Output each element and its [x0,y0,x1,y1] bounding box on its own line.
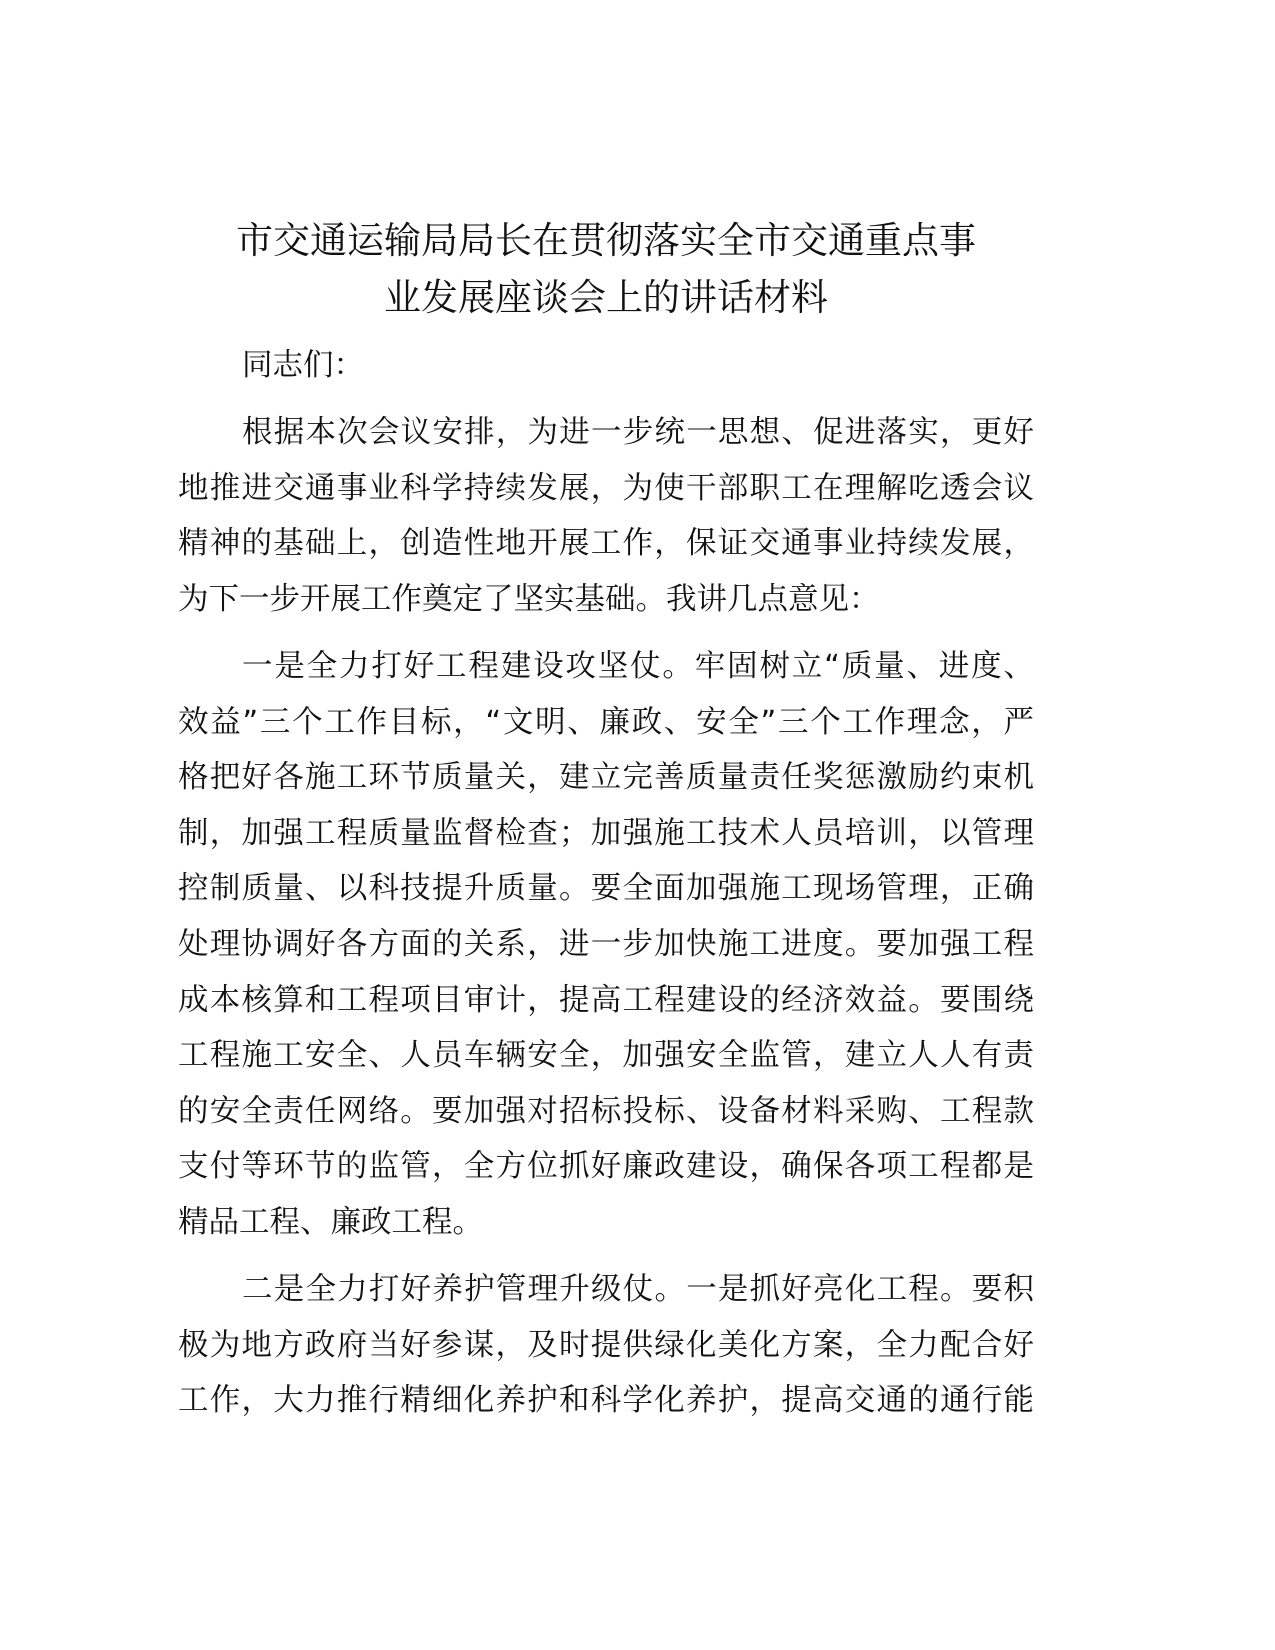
text-line: 根据本次会议安排，为进一步统一思想、促进落实，更好 [242,415,1034,451]
text-line: 成本核算和工程项目审计，提高工程建设的经济效益。要围绕 [178,982,1034,1018]
paragraph [178,405,1034,627]
text-line: 制，加强工程质量监督检查；加强施工技术人员培训，以管理 [178,815,1034,851]
text-line: 的安全责任网络。要加强对招标投标、设备材料采购、工程款 [178,1093,1034,1129]
document-page [178,212,1034,1440]
text-line: 格把好各施工环节质量关，建立完善质量责任奖惩激励约束机 [178,760,1034,796]
paragraph [178,338,1034,394]
text-line: 二是全力打好养护管理升级仗。一是抓好亮化工程。要积 [242,1272,1034,1307]
text-line: 效益”三个工作目标，“文明、廉政、安全”三个工作理念，严 [178,704,1034,740]
text-line: 为下一步开展工作奠定了坚实基础。我讲几点意见： [178,581,880,617]
text-line: 控制质量、以科技提升质量。要全面加强施工现场管理，正确 [178,871,1034,907]
text-line: 地推进交通事业科学持续发展，为使干部职工在理解吃透会议 [178,470,1034,506]
text-line: 工程施工安全、人员车辆安全，加强安全监管，建立人人有责 [178,1038,1034,1074]
title-line: 业发展座谈会上的讲话材料 [384,276,828,319]
paragraph [178,639,1034,1251]
text-line: 同志们： [242,348,364,383]
document-body [178,338,1034,1429]
document-title [178,212,1034,326]
text-line: 极为地方政府当好参谋，及时提供绿化美化方案，全力配合好 [178,1327,1034,1363]
text-line: 处理协调好各方面的关系，进一步加快施工进度。要加强工程 [178,926,1034,962]
text-line: 支付等环节的监管，全方位抓好廉政建设，确保各项工程都是 [178,1149,1034,1185]
text-line: 一是全力打好工程建设攻坚仗。牢固树立“质量、进度、 [242,648,1034,684]
title-line: 市交通运输局局长在贯彻落实全市交通重点事 [236,219,976,262]
text-line: 工作，大力推行精细化养护和科学化养护，提高交通的通行能 [178,1383,1034,1419]
text-line: 精品工程、廉政工程。 [178,1204,483,1240]
paragraph [178,1262,1034,1429]
text-line: 精神的基础上，创造性地开展工作，保证交通事业持续发展， [178,526,1034,562]
